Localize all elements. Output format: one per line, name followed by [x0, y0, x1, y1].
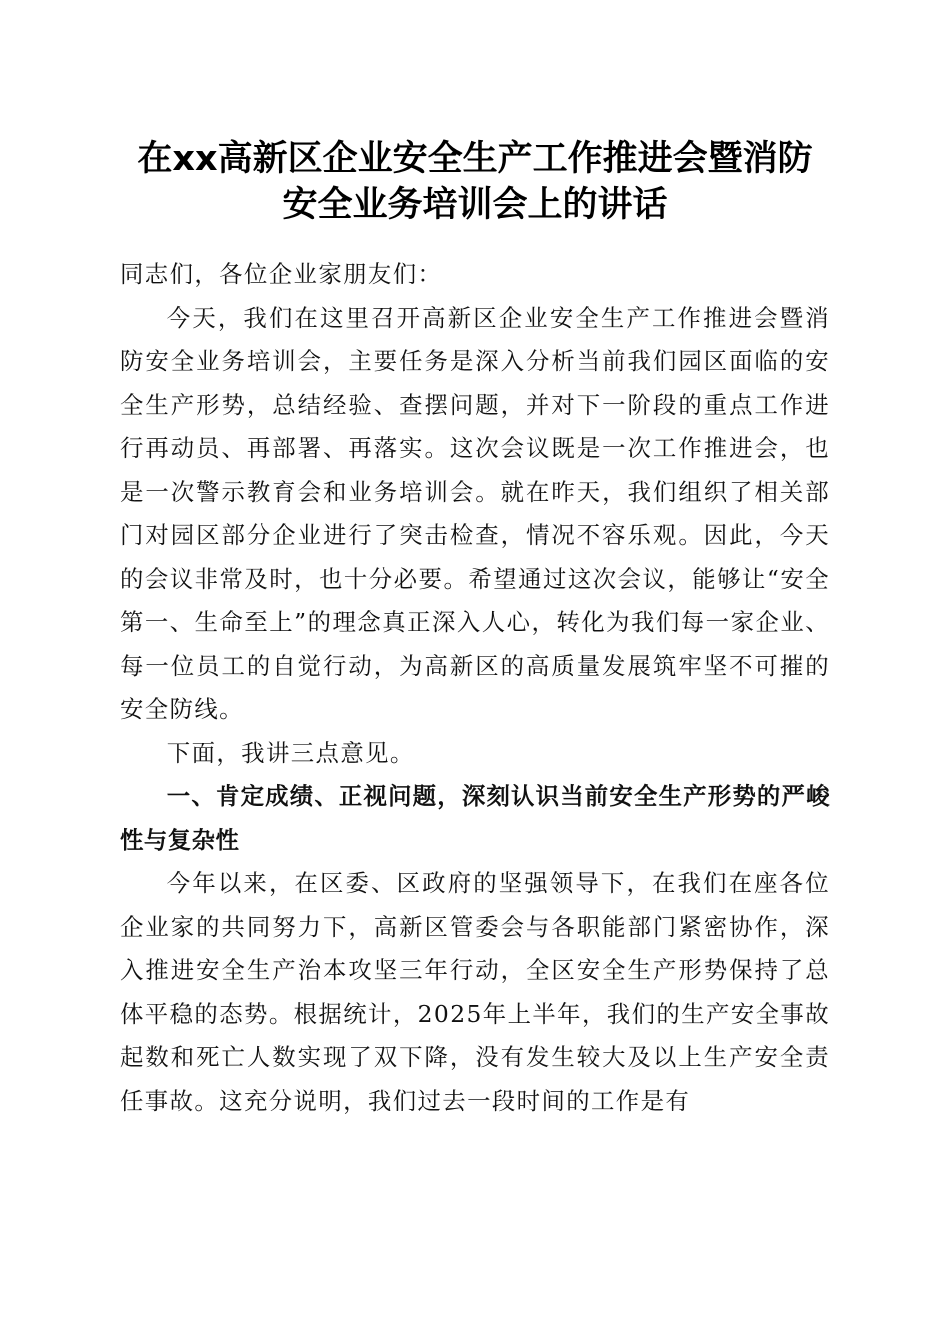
opening-paragraph: 今天，我们在这里召开高新区企业安全生产工作推进会暨消防安全业务培训会，主要任务是深入分析当前我们园区面临的安全生产形势，总结经验、查摆问题，并对下一阶段的重点工作进行再动员、再部署、再落实。这次会议既是一次工作推进会，也是一次警示教育会和业务培训会。就在昨天，我们组织了相关部门对园区部分企业进行了突击检查，情况不容乐观。因此，今天的会议非常及时，也十分必要。希望通过这次会议，能够让“安全第一、生命至上”的理念真正深入人心，转化为我们每一家企业、每一位员工的自觉行动，为高新区的高质量发展筑牢坚不可摧的安全防线。 [120, 303, 830, 723]
section-1-paragraph: 今年以来，在区委、区政府的坚强领导下，在我们在座各位企业家的共同努力下，高新区管委会与各职能部门紧密协作，深入推进安全生产治本攻坚三年行动，全区安全生产形势保持了总体平稳的态势。根据统计，2025年上半年，我们的生产安全事故起数和死亡人数实现了双下降，没有发生较大及以上生产安全责任事故。这充分说明，我们过去一段时间的工作是有 [120, 869, 830, 1115]
salutation: 同志们，各位企业家朋友们： [120, 260, 443, 288]
transition-paragraph: 下面，我讲三点意见。 [166, 738, 415, 767]
document-body [120, 253, 830, 1123]
title-line-2: 安全业务培训会上的讲话 [282, 185, 668, 225]
section-heading-1: 一、肯定成绩、正视问题，深刻认识当前安全生产形势的严峻性与复杂性 [120, 782, 830, 854]
document-title [110, 136, 840, 228]
title-line-1: 在xx高新区企业安全生产工作推进会暨消防 [137, 139, 813, 179]
